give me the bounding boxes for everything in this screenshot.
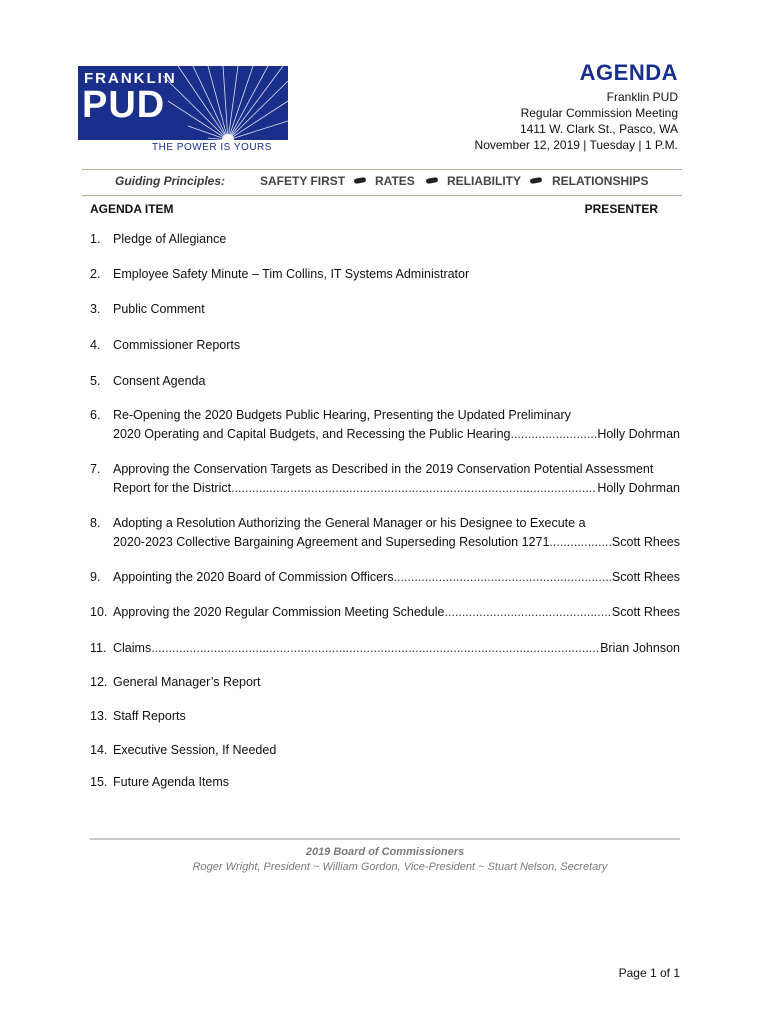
agenda-item-column-header: AGENDA ITEM	[90, 202, 174, 216]
item-text: Approving the 2020 Regular Commission Meeting Schedule	[113, 605, 445, 619]
principle-bullet-icon	[530, 177, 543, 184]
presenter-column-header: PRESENTER	[584, 202, 658, 216]
item-number: 13.	[90, 709, 108, 723]
item-text: General Manager’s Report	[113, 675, 261, 689]
item-text: Re-Opening the 2020 Budgets Public Hearing, Presenting the Updated Preliminary	[113, 408, 571, 422]
dot-leader	[151, 639, 600, 658]
item-text: Report for the District	[113, 481, 232, 495]
dot-leader	[510, 425, 597, 444]
item-presenter: Holly Dohrman	[597, 481, 680, 495]
dot-leader	[444, 603, 611, 622]
item-text: Staff Reports	[113, 709, 186, 723]
item-text: Commissioner Reports	[113, 338, 241, 352]
logo-box	[78, 66, 288, 140]
item-number: 14.	[90, 743, 108, 757]
item-presenter: Scott Rhees	[611, 535, 680, 549]
item-number: 3.	[90, 302, 101, 316]
item-number: 11.	[90, 641, 107, 655]
meeting-address: 1411 W. Clark St., Pasco, WA	[519, 122, 678, 136]
item-presenter: Scott Rhees	[611, 570, 680, 584]
item-number: 9.	[90, 570, 101, 584]
page-number: Page 1 of 1	[618, 966, 680, 980]
item-number: 15.	[90, 775, 108, 789]
item-presenter: Holly Dohrman	[597, 427, 680, 441]
principle-bullet-icon	[354, 177, 367, 184]
dot-leader	[231, 479, 597, 498]
item-number: 6.	[90, 408, 101, 422]
item-number: 10.	[90, 605, 108, 619]
item-number: 5.	[90, 374, 101, 388]
item-text: Adopting a Resolution Authorizing the General Manager or his Designee to Execute a	[113, 516, 586, 530]
item-presenter: Brian Johnson	[600, 641, 680, 655]
item-number: 4.	[90, 338, 101, 352]
meeting-date: November 12, 2019 | Tuesday | 1 P.M.	[474, 138, 678, 152]
item-presenter: Scott Rhees	[611, 605, 680, 619]
meeting-info	[475, 89, 678, 153]
principle-safety-first: SAFETY FIRST	[260, 174, 346, 188]
meeting-org: Franklin PUD	[606, 90, 678, 104]
principle-reliability: RELIABILITY	[447, 174, 521, 188]
item-text: Consent Agenda	[113, 374, 206, 388]
principle-bullet-icon	[426, 177, 439, 184]
board-heading: 2019 Board of Commissioners	[305, 846, 465, 858]
dot-leader	[393, 568, 611, 587]
item-text: 2020-2023 Collective Bargaining Agreement and Superseding Resolution 1271	[113, 535, 550, 549]
item-text: Executive Session, If Needed	[113, 743, 277, 757]
item-number: 12.	[90, 675, 108, 689]
logo-tagline: THE POWER IS YOURS	[152, 142, 272, 153]
item-text: Claims	[113, 641, 152, 655]
logo-word-pud: PUD	[82, 84, 166, 126]
item-text: Pledge of Allegiance	[113, 232, 227, 246]
principle-relationships: RELATIONSHIPS	[552, 174, 649, 188]
footer-divider	[90, 838, 680, 840]
page-title: AGENDA	[579, 60, 678, 85]
item-text: Appointing the 2020 Board of Commission Officers	[113, 570, 394, 584]
item-number: 8.	[90, 516, 101, 530]
meeting-type: Regular Commission Meeting	[520, 106, 678, 120]
item-text: Approving the Conservation Targets as Described in the 2019 Conservation Potential Assessment	[113, 462, 654, 476]
item-text: Public Comment	[113, 302, 205, 316]
item-number: 7.	[90, 462, 101, 476]
guiding-principles-bar	[82, 169, 682, 196]
guiding-principles-label: Guiding Principles:	[115, 174, 226, 188]
dot-leader	[549, 533, 611, 552]
franklin-pud-logo	[78, 66, 288, 156]
item-text: Employee Safety Minute – Tim Collins, IT Systems Administrator	[113, 267, 470, 281]
item-text: 2020 Operating and Capital Budgets, and Recessing the Public Hearing	[113, 427, 511, 441]
item-text: Future Agenda Items	[113, 775, 230, 789]
item-number: 2.	[90, 267, 101, 281]
logo-word-franklin: FRANKLIN	[84, 70, 177, 87]
board-members: Roger Wright, President ~ William Gordon, Vice-President ~ Stuart Nelson, Secretary	[192, 861, 608, 873]
item-number: 1.	[90, 232, 101, 246]
principle-rates: RATES	[375, 174, 415, 188]
